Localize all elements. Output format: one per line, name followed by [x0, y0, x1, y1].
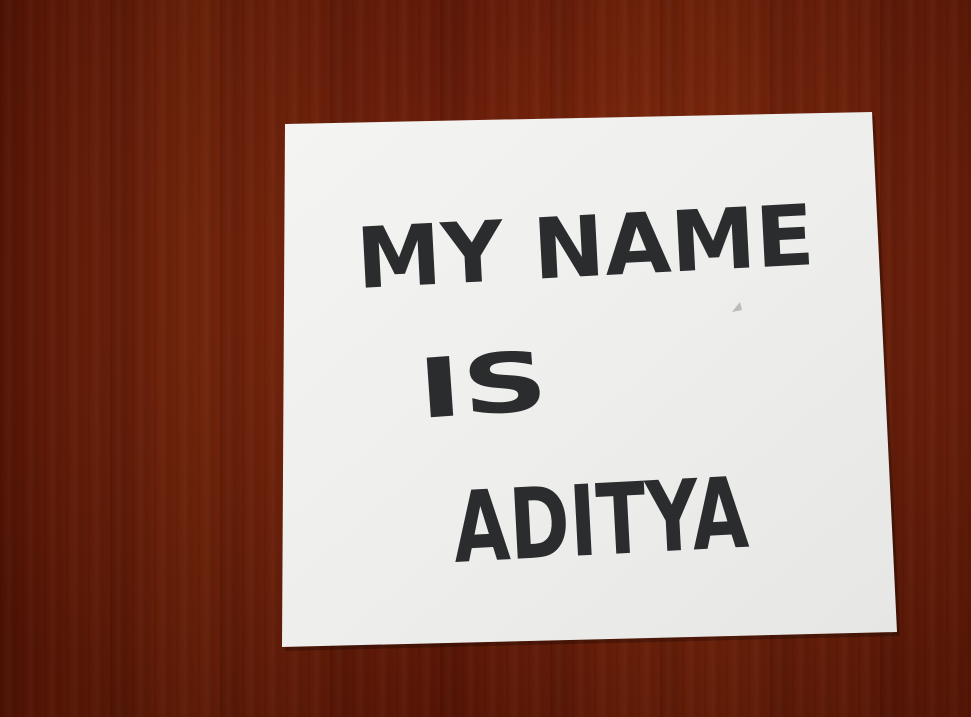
note-line-3: ADITYA [450, 451, 854, 586]
ink-smudge [732, 302, 742, 312]
note-line-1: MY NAME [353, 186, 809, 308]
note-line-2: IS [414, 336, 511, 438]
